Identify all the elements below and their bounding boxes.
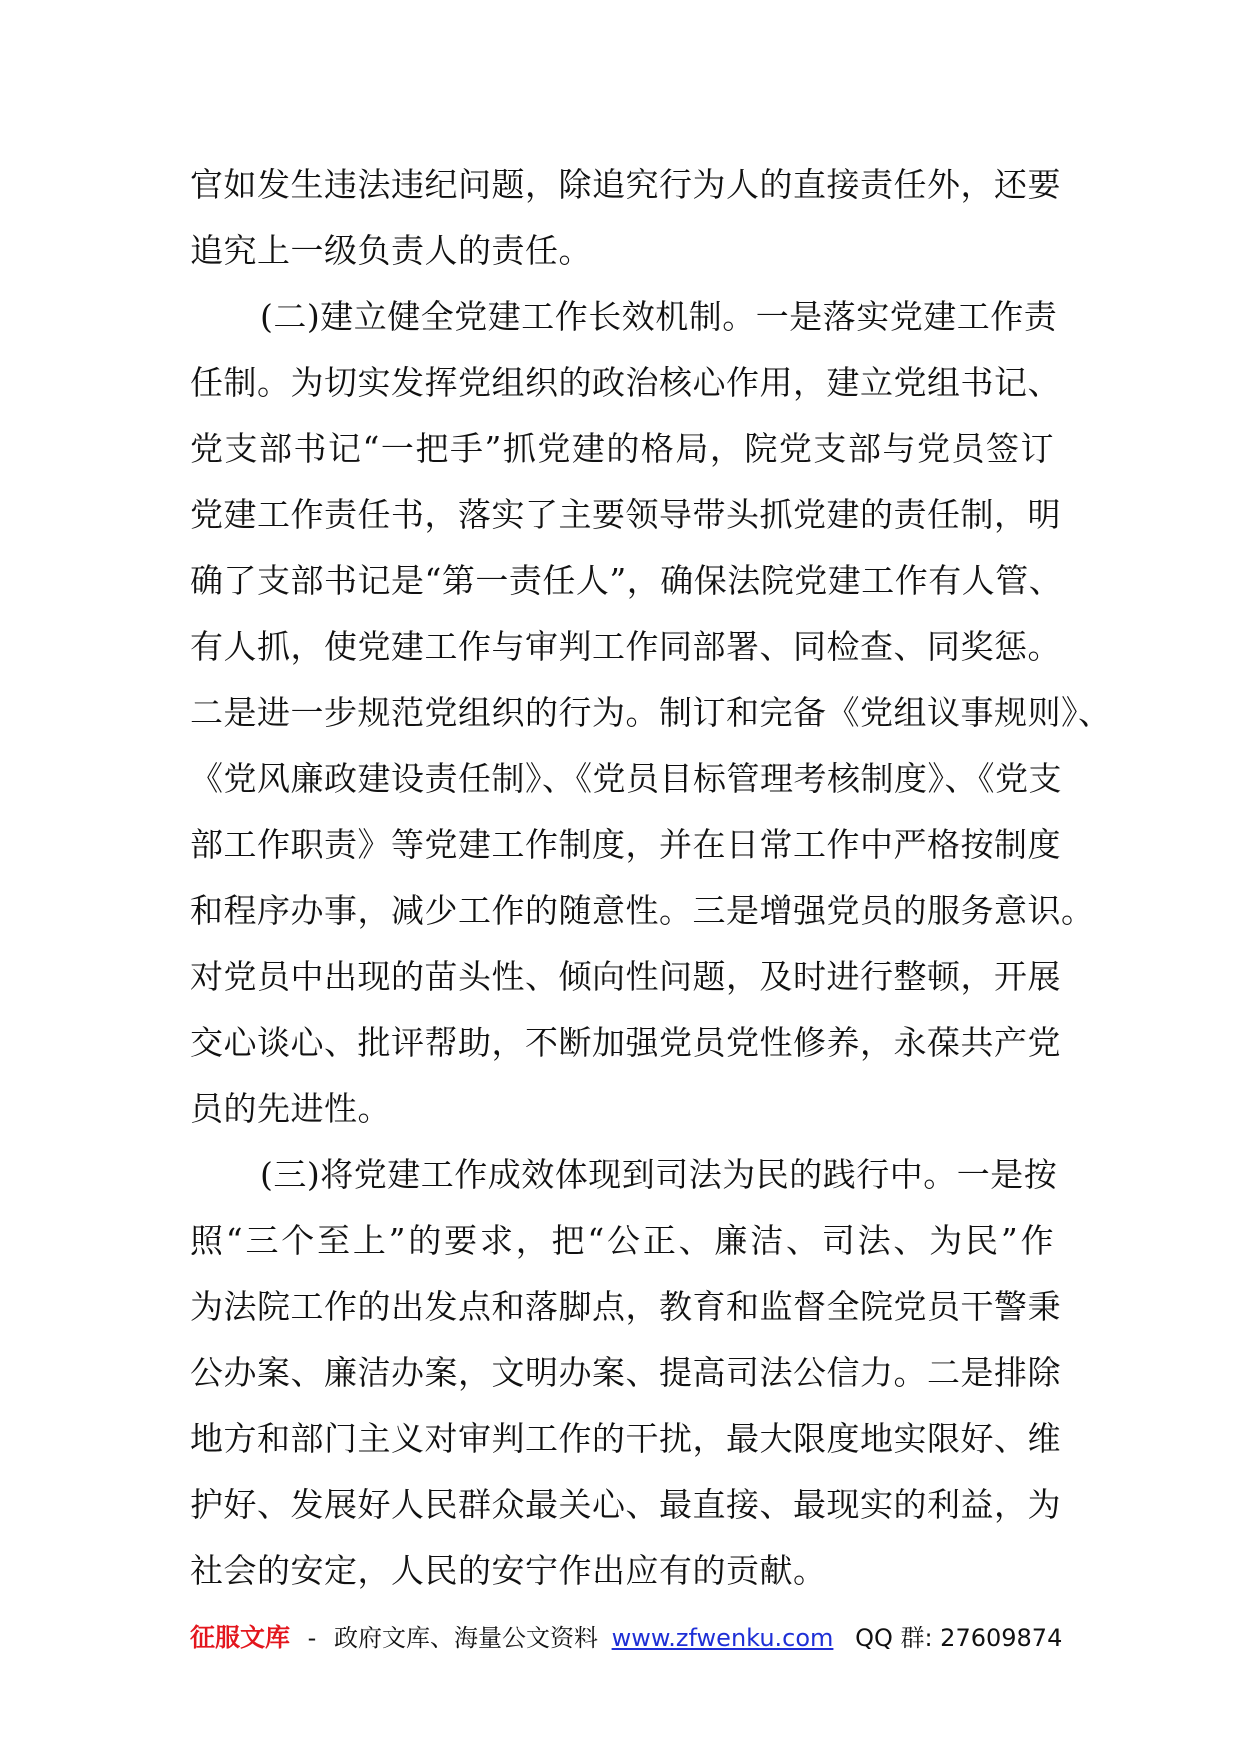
text-line: 党建工作责任书，落实了主要领导带头抓党建的责任制，明: [190, 495, 1061, 534]
text-line: 任制。为切实发挥党组织的政治核心作用，建立党组书记、: [190, 363, 1061, 402]
text-line: 对党员中出现的苗头性、倾向性问题，及时进行整顿，开展: [190, 957, 1061, 996]
footer-tagline: 政府文库、海量公文资料: [333, 1624, 598, 1652]
text-line: 员的先进性。: [190, 1089, 391, 1128]
section-heading-line: (三)将党建工作成效体现到司法为民的践行中。一是按: [260, 1155, 1058, 1194]
section-heading-line: (二)建立健全党建工作长效机制。一是落实党建工作责: [260, 297, 1058, 336]
text-line: 党支部书记“一把手”抓党建的格局，院党支部与党员签订: [190, 429, 1054, 468]
text-line: 确了支部书记是“第一责任人”，确保法院党建工作有人管、: [190, 561, 1063, 600]
text-line: 为法院工作的出发点和落脚点，教育和监督全院党员干警秉: [190, 1287, 1061, 1326]
text-line: 护好、发展好人民群众最关心、最直接、最现实的利益，为: [190, 1485, 1061, 1524]
document-body: [190, 152, 1112, 1604]
text-line: 《党风廉政建设责任制》、《党员目标管理考核制度》、《党支: [190, 759, 1062, 798]
footer-brand: 征服文库: [190, 1623, 291, 1652]
footer-qq-group: QQ 群: 27609874: [855, 1624, 1063, 1652]
footer-separator: -: [307, 1624, 317, 1652]
text-line: 照“三个至上”的要求，把“公正、廉洁、司法、为民”作: [190, 1221, 1054, 1260]
page-footer: [190, 1618, 1063, 1658]
text-line: 交心谈心、批评帮助，不断加强党员党性修养，永葆共产党: [190, 1023, 1061, 1062]
text-line: 官如发生违法违纪问题，除追究行为人的直接责任外，还要: [190, 165, 1061, 204]
footer-website-link[interactable]: www.zfwenku.com: [611, 1624, 834, 1652]
text-line: 追究上一级负责人的责任。: [190, 231, 592, 270]
text-line: 公办案、廉洁办案，文明办案、提高司法公信力。二是排除: [190, 1353, 1061, 1392]
text-line: 有人抓，使党建工作与审判工作同部署、同检查、同奖惩。: [190, 627, 1061, 666]
text-line: 地方和部门主义对审判工作的干扰，最大限度地实限好、维: [190, 1419, 1061, 1458]
text-line: 部工作职责》等党建工作制度，并在日常工作中严格按制度: [190, 825, 1061, 864]
text-line: 社会的安定，人民的安宁作出应有的贡献。: [190, 1551, 827, 1590]
text-line: 和程序办事，减少工作的随意性。三是增强党员的服务意识。: [190, 891, 1095, 930]
text-line: 二是进一步规范党组织的行为。制订和完备《党组议事规则》、: [190, 693, 1112, 732]
